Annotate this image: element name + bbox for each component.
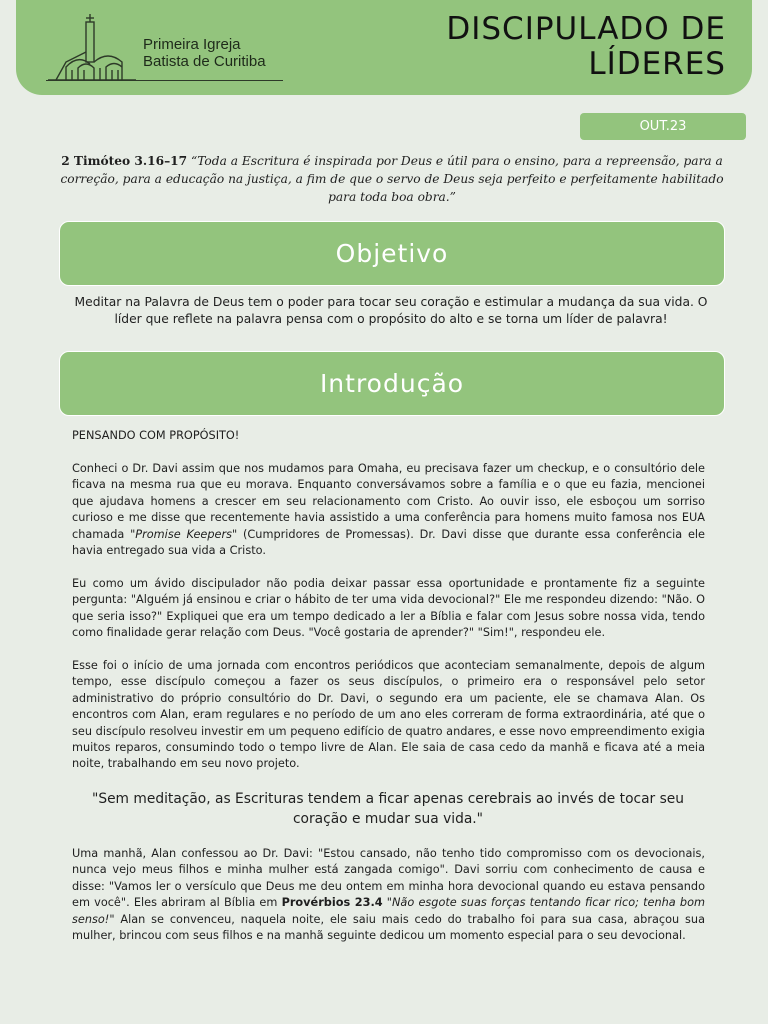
paragraph-4-reference: Provérbios 23.4 <box>281 896 383 910</box>
paragraph-4-italic: "Não esgote suas forças tentando ficar rico; tenha bom senso!" <box>72 896 705 926</box>
introduction-subtitle: PENSANDO COM PROPÓSITO! <box>72 429 240 442</box>
logo-underline <box>46 80 283 81</box>
page-title <box>446 12 726 82</box>
page-header <box>16 0 752 95</box>
bible-verse <box>60 152 724 206</box>
verse-reference: 2 Timóteo 3.16–17 <box>61 154 188 168</box>
pull-quote: "Sem meditação, as Escrituras tendem a ficar apenas cerebrais ao invés de tocar seu coração e mudar sua vida." <box>91 791 685 827</box>
paragraph-4-part-b: Alan se convenceu, naquela noite, ele saiu mais cedo do trabalho foi para sua casa, abraçou sua mulher, brincou com seus filhos e na manhã seguinte dedicou um momento especial para o seu devocional. <box>72 912 705 943</box>
church-name <box>143 36 266 70</box>
objective-heading: Objetivo <box>59 221 725 286</box>
paragraph-3: Esse foi o início de uma jornada com encontros periódicos que aconteciam semanalmente, depois de algum tempo, esse discípulo começou a fazer os seus discípulos, o primeiro era o responsável pelo setor administrativo do próprio consultório do Dr. Davi, o segundo era um paciente, ele se chamava Alan. Os encontros com Alan, eram regulares e no período de um ano eles correram de forma extraordinária, até que o seu discípulo resolveu investir em um pequeno edifício de quatro andares, e esse novo empreendimento exigia muitos reparos, consumindo todo o tempo livre de Alan. Ele saia de casa cedo da manhã e ficava até a meia noite, trabalhando em seu novo projeto. <box>72 659 705 771</box>
paragraph-2: Eu como um ávido discipulador não podia deixar passar essa oportunidade e prontamente fiz a seguinte pergunta: "Alguém já ensinou e criar o hábito de ter uma vida devocional?" Ele me respondeu dizendo: "Não. O que seria isso?" Expliquei que era um tempo dedicado a ler a Bíblia e falar com Jesus sobre nossa vida, tendo como finalidade gerar relação com Deus. "Você gostaria de aprender?" "Sim!", respondeu ele. <box>72 577 705 640</box>
verse-text: “Toda a Escritura é inspirada por Deus e útil para o ensino, para a repreensão, para a correção, para a educação na justiça, a fim de que o servo de Deus seja perfeito e perfeitamente habilitado para toda boa obra.” <box>60 154 724 204</box>
paragraph-4-part-a: Uma manhã, Alan confessou ao Dr. Davi: "Estou cansado, não tenho tido compromisso com os devocionais, nunca vejo meus filhos e minha mulher está zangada comigo". Davi sorriu com conhecimento de causa e disse: "Vamos ler o versículo que Deus me deu ontem em minha hora devocional quando eu estava pensando em você". Eles abriram al Bíblia em <box>72 847 705 910</box>
paragraph-1-part-b: (Cumpridores de Promessas). Dr. Davi disse que durante essa conferência ele havia entregado sua vida a Cristo. <box>72 527 705 558</box>
introduction-heading: Introdução <box>59 351 725 416</box>
church-name-line1: Primeira Igreja <box>143 36 241 53</box>
church-building-icon <box>46 12 141 82</box>
page-title-line2: LÍDERES <box>588 46 726 82</box>
page-title-line1: DISCIPULADO DE <box>446 11 726 47</box>
paragraph-1-italic: "Promise Keepers" <box>130 527 238 541</box>
paragraph-1-part-a: Conheci o Dr. Davi assim que nos mudamos para Omaha, eu precisava fazer um checkup, e o consultório dele ficava na mesma rua que eu morava. Enquanto conversávamos sobre a família e o que eu fazia, mencionei que ajudava homens a crescer em seu relacionamento com Cristo. Ao ouvir isso, ele esboçou um sorriso curioso e me disse que recentemente havia assistido a uma conferência para homens muito famosa nos EUA chamada <box>72 462 705 541</box>
paragraph-1 <box>72 461 705 559</box>
church-logo <box>46 12 286 84</box>
church-name-line2: Batista de Curitiba <box>143 53 266 70</box>
date-badge: OUT.23 <box>580 113 746 140</box>
paragraph-4 <box>72 846 705 944</box>
objective-text: Meditar na Palavra de Deus tem o poder para tocar seu coração e estimular a mudança da sua vida. O líder que reflete na palavra pensa com o propósito do alto e se torna um líder de palavra! <box>74 295 708 326</box>
